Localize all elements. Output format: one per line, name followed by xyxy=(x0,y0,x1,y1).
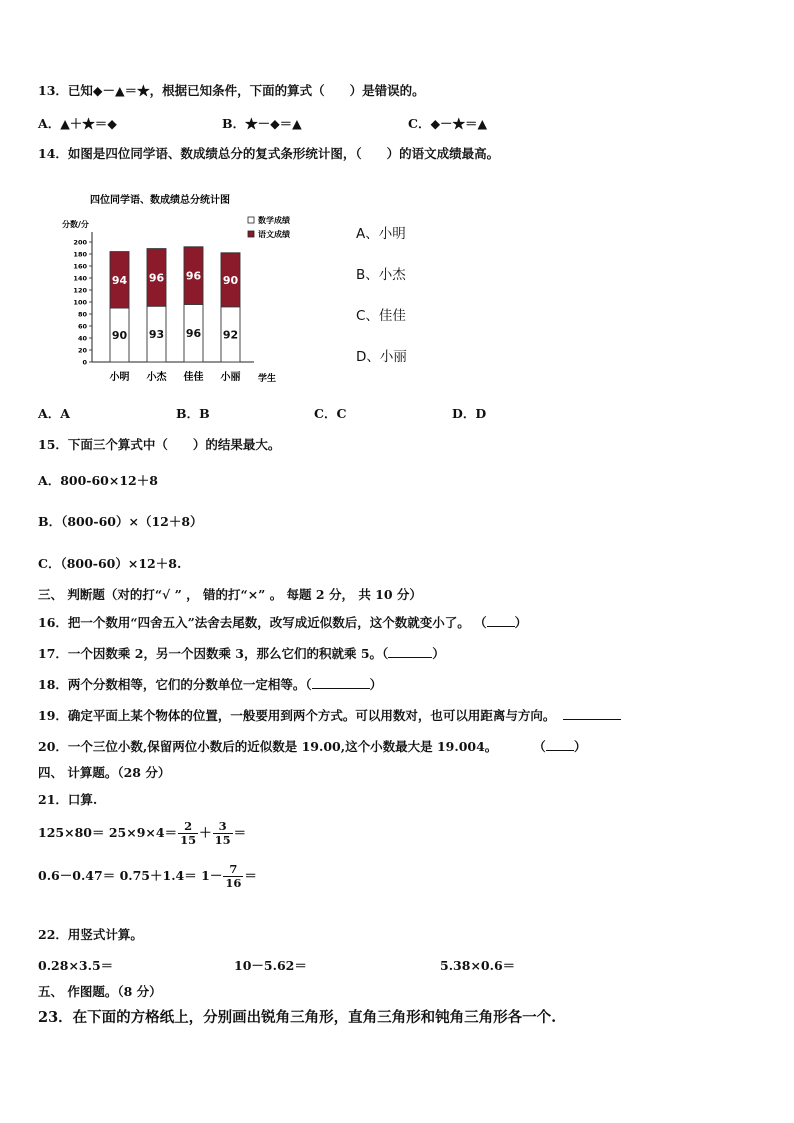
legend-math-swatch xyxy=(248,217,254,223)
section-5-heading: 五、 作图题。（8 分） xyxy=(38,984,162,999)
legend-math-label: 数学成绩 xyxy=(258,216,290,225)
q14-choice-c: C、佳佳 xyxy=(356,308,406,324)
q21-item-5: 0.75＋1.4＝ xyxy=(119,868,197,883)
chart-title: 四位同学语、数成绩总分统计图 xyxy=(90,195,230,206)
q14-option-d: D．D xyxy=(452,406,487,421)
q22-item-3: 5.38×0.6＝ xyxy=(440,958,516,973)
bar-chart xyxy=(62,190,302,390)
q21-item-1: 125×80＝ xyxy=(38,825,105,840)
y-tick-label: 140 xyxy=(73,274,87,283)
y-tick-label: 0 xyxy=(82,358,87,367)
q21-row-2: 0.6－0.47＝ 0.75＋1.4＝ 1－ $\frac{7}{16}$ ＝ xyxy=(38,862,257,890)
section-3-heading: 三、 判断题（对的打“√ ” ， 错的打“×” 。 每题 2 分， 共 10 分） xyxy=(38,587,422,602)
bar-math-label: 92 xyxy=(222,328,239,342)
question-17: 17．一个因数乘 2，另一个因数乘 3，那么它们的积就乘 5。（ ） xyxy=(38,646,445,661)
q22-item-2: 10－5.62＝ xyxy=(234,958,307,973)
q14-option-b: B．B xyxy=(176,406,210,421)
q14-choice-d: D、小丽 xyxy=(356,349,407,365)
question-14: 14．如图是四位同学语、数成绩总分的复式条形统计图，（ ）的语文成绩最高。 xyxy=(38,146,500,161)
x-category-label: 小杰 xyxy=(146,372,167,383)
chart-ylabel: 分数/分 xyxy=(62,220,89,229)
q13-option-a: A．▲＋★＝◆ xyxy=(38,116,117,131)
bar-chinese-label: 94 xyxy=(111,273,128,287)
y-tick-label: 160 xyxy=(73,262,87,271)
question-19: 19．确定平面上某个物体的位置，一般要用到两个方式。可以用数对，也可以用距离与方向。 xyxy=(38,707,621,724)
y-tick-label: 20 xyxy=(77,346,87,355)
q21-item-4: 0.6－0.47＝ xyxy=(38,868,116,883)
bar-chinese-label: 96 xyxy=(148,271,165,285)
legend-chinese-label: 语文成绩 xyxy=(258,230,290,239)
q21-item-2: 25×9×4＝ xyxy=(108,825,178,840)
bar-math-label: 90 xyxy=(111,329,128,342)
bar-math-label: 96 xyxy=(185,327,202,341)
bar-chinese-label: 90 xyxy=(222,273,239,287)
q14-choice-a: A、小明 xyxy=(356,226,406,242)
q14-choice-b: B、小杰 xyxy=(356,267,406,283)
q15-option-b: B．（800-60）×（12＋8） xyxy=(38,514,203,529)
legend-chinese-swatch xyxy=(248,231,254,237)
section-4-heading: 四、 计算题。（28 分） xyxy=(38,765,171,780)
q15-option-c: C．（800-60）×12＋8. xyxy=(38,556,182,571)
x-category-label: 小丽 xyxy=(220,372,241,383)
q14-option-a: A．A xyxy=(38,406,70,421)
y-tick-label: 120 xyxy=(73,286,87,295)
x-category-label: 小明 xyxy=(109,372,130,383)
question-16: 16．把一个数用“四舍五入”法舍去尾数，改写成近似数后，这个数就变小了。 （ ） xyxy=(38,615,528,630)
y-tick-label: 200 xyxy=(73,238,87,247)
question-20: 20．一个三位小数,保留两位小数后的近似数是 19.00,这个小数最大是 19.004。 （ ） xyxy=(38,739,587,754)
x-category-label: 佳佳 xyxy=(183,372,204,383)
question-22: 22．用竖式计算。 xyxy=(38,927,143,942)
y-tick-label: 180 xyxy=(73,250,87,259)
fraction-3-15: $\frac{3}{15}$ xyxy=(214,819,231,847)
q15-option-a: A．800-60×12＋8 xyxy=(38,473,158,488)
question-13: 13．已知◆－▲＝★，根据已知条件，下面的算式（ ）是错误的。 xyxy=(38,83,425,98)
chart-xlabel: 学生 xyxy=(258,374,277,384)
fraction-2-15: $\frac{2}{15}$ xyxy=(180,819,197,847)
y-tick-label: 100 xyxy=(73,298,87,307)
q14-option-c: C．C xyxy=(314,406,347,421)
question-15: 15．下面三个算式中（ ）的结果最大。 xyxy=(38,437,281,452)
q13-option-b: B．★－◆＝▲ xyxy=(222,116,302,131)
question-23: 23．在下面的方格纸上，分别画出锐角三角形，直角三角形和钝角三角形各一个. xyxy=(38,1009,557,1026)
question-18: 18．两个分数相等，它们的分数单位一定相等。（ ） xyxy=(38,677,383,692)
q13-option-c: C．◆－★＝▲ xyxy=(408,116,488,131)
y-tick-label: 80 xyxy=(77,310,87,319)
q21-row-1: 125×80＝ 25×9×4＝ $\frac{2}{15}$ ＋ $\frac{3}{15}$ ＝ xyxy=(38,819,247,847)
y-tick-label: 40 xyxy=(77,334,87,343)
question-21: 21．口算. xyxy=(38,792,98,807)
fraction-7-16: $\frac{7}{16}$ xyxy=(225,862,242,890)
y-tick-label: 60 xyxy=(77,322,87,331)
bar-math-label: 93 xyxy=(148,328,165,342)
bar-chinese-label: 96 xyxy=(185,269,202,283)
q22-item-1: 0.28×3.5＝ xyxy=(38,958,114,973)
